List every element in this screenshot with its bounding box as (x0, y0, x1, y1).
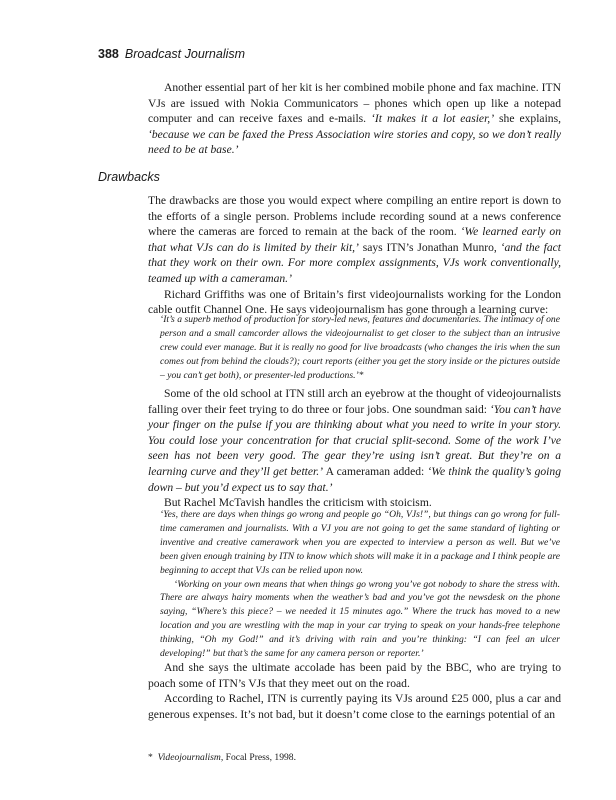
block-quote-mctavish (160, 508, 560, 661)
footnote-marker: * (148, 752, 153, 763)
quote-text: ‘Working on your own means that when things go wrong you’ve got nobody to share the stress with. There are always hairy moments when the weather’s bad and you’ve got the newsdesk on the phone saying, “Where’s this piece? – we needed it 15 minutes ago.” Where the truck has moved to a new location and you are wrestling with the map in your car trying to speak on your hands-free telephone thinking, “Oh my God!” and it’s driving with rain and you’re thinking: “I can feel an ulcer developing!” but that’s the same for any camera person or reporter.’ (160, 578, 560, 660)
body-paragraph: And she says the ultimate accolade has been paid by the BBC, who are trying to poach some of ITN’s VJs that they meet out on the road. (148, 661, 561, 690)
body-paragraph: But Rachel McTavish handles the criticism with stoicism. (164, 496, 432, 510)
body-paragraph: Richard Griffiths was one of Britain’s first videojournalists working for the London cable outfit Channel One. He says videojournalism has gone through a learning curve: (148, 287, 561, 317)
paragraph-drawbacks (148, 193, 561, 318)
book-title: Broadcast Journalism (124, 47, 246, 61)
body-paragraph: Some of the old school at ITN still arch an eyebrow at the thought of videojournalists falling over their feet trying to do three or four jobs. One soundman said: ‘You can’t have your finger on the pulse if you are thinking about what you need to write in your story. You could lose your concentration for that crucial split-second. Some of the work I’ve seen has not been very good. The gear they’re using isn’t great. But they’re on a learning curve and they’ll get better.’ A cameraman added: ‘We think the quality’s going down – but you’d expect us to say that.’ (148, 387, 562, 494)
footnote-title: Videojournalism, (157, 752, 224, 763)
body-paragraph: Another essential part of her kit is her combined mobile phone and fax machine. ITN VJs are issued with Nokia Communicators – phones which open up like a notepad computer and can receive faxes and e-mails. ‘It makes it a lot easier,’ she explains, ‘because we can be faxed the Press Association wire stories and copy, so we don’t really need to be at base.’ (148, 81, 561, 157)
paragraph-kit (148, 80, 561, 158)
section-heading: Drawbacks (98, 170, 160, 184)
paragraph-old-school (148, 386, 561, 511)
paragraph-bbc (148, 660, 561, 722)
body-paragraph: According to Rachel, ITN is currently paying its VJs around £25 000, plus a car and generous expenses. It’s not bad, but it doesn’t come close to the earnings potential of an (148, 692, 561, 721)
footnote-rest: Focal Press, 1998. (223, 752, 296, 763)
body-paragraph: The drawbacks are those you would expect where compiling an entire report is down to the efforts of a single person. Problems include recording sound at a news conference where the cameras are forced to remain at the back of the room. ‘We learned early on that what VJs can do is limited by their kit,’ says ITN’s Jonathan Munro, ‘and the fact that they work on their own. For more complex assignments, VJs work conventionally, teamed up with a cameraman.’ (148, 194, 561, 285)
footnote (148, 752, 296, 763)
running-header (98, 47, 245, 61)
page-number: 388 (98, 47, 119, 61)
quote-text: ‘It’s a superb method of production for story-led news, features and documentaries. The intimacy of one person and a small camcorder allows the videojournalist to get closer to the subject than an intrusive crew could ever manage. But it is really no good for live broadcasts (who changes the iris when the sun comes out from behind the clouds?); court reports (either you get the story inside or the pictures outside – you can’t get both), or presenter-led productions.’* (160, 314, 560, 381)
block-quote-griffiths (160, 313, 560, 383)
quote-text: ‘Yes, there are days when things go wrong and people go “Oh, VJs!”, but things can go wrong for full-time cameramen and journalists. With a VJ you are not going to get the same standard of lighting or inventive and creative camerawork when you are expected to interview a person as well. But we’ve been given enough training by ITN to know which shots will make it in a package and I think people are beginning to accept that VJs can be relied upon now. (160, 509, 560, 576)
